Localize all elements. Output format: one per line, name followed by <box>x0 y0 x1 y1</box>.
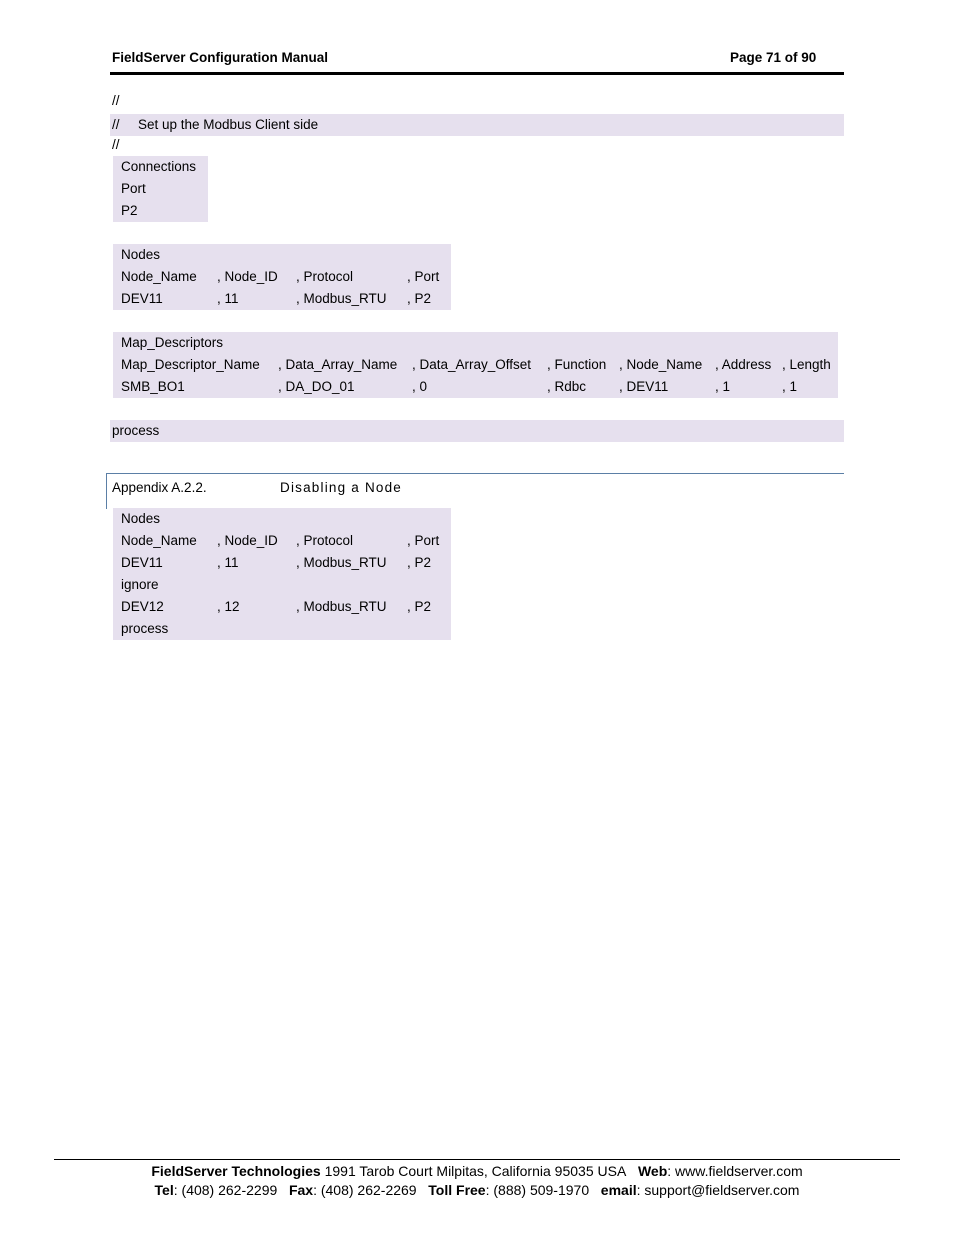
comment-slashes: // <box>112 93 120 108</box>
footer-tel: : (408) 262-2299 <box>173 1182 278 1198</box>
footer-fax: : (408) 262-2269 <box>313 1182 417 1198</box>
footer-email: : support@fieldserver.com <box>636 1182 800 1198</box>
map-header-cell: , Data_Array_Offset <box>412 357 532 372</box>
connections-header: Port <box>121 181 146 196</box>
nodes-cell: , Modbus_RTU <box>296 555 387 570</box>
map-descriptors-header-row <box>113 354 838 376</box>
nodes-cell: , Modbus_RTU <box>296 291 387 306</box>
table-row <box>113 288 451 310</box>
nodes-header-row <box>113 266 451 288</box>
map-header-cell: , Address <box>715 357 772 372</box>
page-number: Page 71 of 90 <box>730 50 817 65</box>
nodes-cell: , 12 <box>217 599 240 614</box>
process-keyword: process <box>112 423 160 438</box>
table-row <box>113 596 451 618</box>
nodes-cell: , P2 <box>407 599 432 614</box>
comment-line-2 <box>110 114 844 136</box>
appendix-title: Disabling a Node <box>280 480 403 495</box>
nodes-header-cell: Node_Name <box>121 533 197 548</box>
map-header-cell: , Function <box>547 357 607 372</box>
nodes-header-cell: , Node_ID <box>217 269 278 284</box>
footer-line-2 <box>54 1182 900 1198</box>
map-descriptors-block <box>113 332 838 398</box>
comment-slashes: // <box>112 117 120 132</box>
header-title: FieldServer Configuration Manual <box>112 50 329 65</box>
connections-value: P2 <box>121 203 138 218</box>
map-header-cell: , Length <box>782 357 831 372</box>
footer-email-label: email <box>600 1182 637 1198</box>
connections-title: Connections <box>121 159 197 174</box>
ignore-keyword: ignore <box>121 577 159 592</box>
map-cell: SMB_BO1 <box>121 379 185 394</box>
nodes-header-cell: , Protocol <box>296 269 354 284</box>
footer-fax-label: Fax <box>288 1182 314 1198</box>
comment-line-3 <box>110 134 844 156</box>
footer-rule <box>54 1159 900 1160</box>
nodes-block <box>113 244 451 310</box>
nodes-cell: DEV11 <box>121 291 163 306</box>
nodes-cell: DEV12 <box>121 599 164 614</box>
map-cell: , 1 <box>782 379 798 394</box>
nodes-block-disabled <box>113 508 451 640</box>
nodes-cell: , 11 <box>217 291 239 306</box>
footer-tel-label: Tel <box>154 1182 174 1198</box>
nodes-cell: DEV11 <box>121 555 163 570</box>
nodes-title: Nodes <box>121 511 161 526</box>
header-rule <box>110 72 844 75</box>
comment-text: Set up the Modbus Client side <box>138 117 319 132</box>
process-keyword: process <box>121 621 169 636</box>
map-cell: , 1 <box>715 379 731 394</box>
nodes-cell: , Modbus_RTU <box>296 599 387 614</box>
comment-slashes: // <box>112 137 120 152</box>
nodes-cell: , P2 <box>407 555 432 570</box>
footer-line-1 <box>54 1163 900 1179</box>
map-header-cell: , Data_Array_Name <box>278 357 398 372</box>
process-line <box>110 420 844 442</box>
map-cell: , DA_DO_01 <box>278 379 355 394</box>
footer-tollfree-label: Toll Free <box>428 1182 486 1198</box>
nodes-header-cell: , Node_ID <box>217 533 278 548</box>
connections-block <box>113 156 208 222</box>
nodes-header-cell: Node_Name <box>121 269 197 284</box>
nodes-header-cell: , Port <box>407 533 440 548</box>
comment-line-1 <box>110 90 844 112</box>
nodes-cell: , P2 <box>407 291 432 306</box>
nodes-title: Nodes <box>121 247 161 262</box>
map-cell: , DEV11 <box>619 379 669 394</box>
map-cell: , 0 <box>412 379 428 394</box>
map-header-cell: , Node_Name <box>619 357 703 372</box>
appendix-number: Appendix A.2.2. <box>112 480 207 495</box>
appendix-heading-frame <box>106 473 844 509</box>
map-header-cell: Map_Descriptor_Name <box>121 357 260 372</box>
nodes-header-row <box>113 530 451 552</box>
nodes-cell: , 11 <box>217 555 239 570</box>
footer-web-label: Web <box>637 1163 668 1179</box>
footer-company: FieldServer Technologies <box>151 1163 321 1179</box>
footer-tollfree: : (888) 509-1970 <box>485 1182 590 1198</box>
table-row <box>113 552 451 574</box>
map-cell: , Rdbc <box>547 379 587 394</box>
footer-address: 1991 Tarob Court Milpitas, California 95035 USA <box>320 1163 627 1179</box>
table-row <box>113 376 838 398</box>
footer-web: : www.fieldserver.com <box>667 1163 803 1179</box>
map-descriptors-title: Map_Descriptors <box>121 335 224 350</box>
nodes-header-cell: , Port <box>407 269 440 284</box>
nodes-header-cell: , Protocol <box>296 533 354 548</box>
